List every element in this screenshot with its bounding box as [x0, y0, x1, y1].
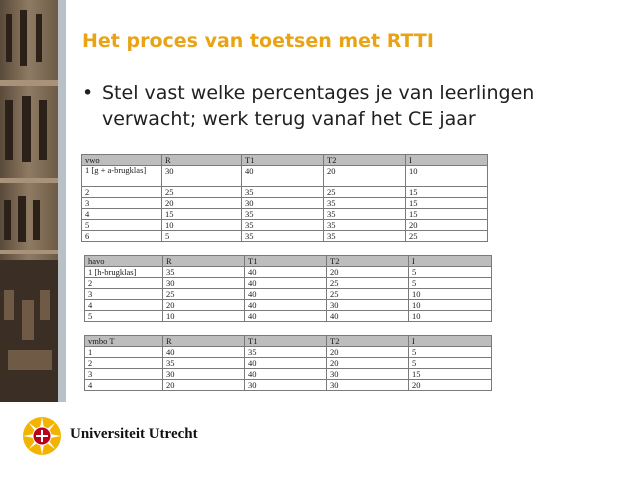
university-seal-icon — [22, 416, 62, 456]
table-cell: 20 — [162, 198, 242, 209]
table-cell: 2 — [85, 358, 163, 369]
table-cell: 1 [g + a-brugklas] — [82, 166, 162, 187]
table-cell: 30 — [327, 369, 409, 380]
header-cell: T2 — [327, 336, 409, 347]
table-cell: 4 — [85, 380, 163, 391]
table-cell: 20 — [406, 220, 488, 231]
table-cell: 35 — [242, 187, 324, 198]
table-cell: 2 — [82, 187, 162, 198]
table-cell: 35 — [324, 231, 406, 242]
table-row — [85, 300, 492, 311]
table-cell: 40 — [245, 267, 327, 278]
table-cell: 40 — [327, 311, 409, 322]
table-cell: 6 — [82, 231, 162, 242]
table-cell: 10 — [406, 166, 488, 187]
university-name: Universiteit Utrecht — [70, 426, 198, 442]
table-cell: 20 — [327, 347, 409, 358]
table-cell: 10 — [162, 220, 242, 231]
table-row — [82, 198, 488, 209]
table-row — [85, 278, 492, 289]
table-row — [85, 380, 492, 391]
header-cell: havo — [85, 256, 163, 267]
header-cell: T2 — [327, 256, 409, 267]
table-cell: 25 — [327, 278, 409, 289]
table-cell: 2 — [85, 278, 163, 289]
header-cell: T1 — [245, 336, 327, 347]
table-row — [82, 166, 488, 187]
table-cell: 40 — [245, 311, 327, 322]
table-cell: 5 — [409, 347, 492, 358]
table-cell: 15 — [406, 198, 488, 209]
table-cell: 10 — [409, 300, 492, 311]
table-cell: 20 — [327, 267, 409, 278]
table-cell: 30 — [162, 166, 242, 187]
header-cell: R — [162, 155, 242, 166]
table-cell: 30 — [245, 380, 327, 391]
table-row — [85, 358, 492, 369]
table-cell: 10 — [163, 311, 245, 322]
table-cell: 40 — [245, 300, 327, 311]
table-cell: 40 — [245, 278, 327, 289]
header-cell: T2 — [324, 155, 406, 166]
table-cell: 40 — [245, 369, 327, 380]
table-cell: 35 — [242, 231, 324, 242]
table-cell: 20 — [163, 380, 245, 391]
table-cell: 3 — [85, 289, 163, 300]
table-cell: 10 — [409, 289, 492, 300]
table-cell: 5 — [162, 231, 242, 242]
table-cell: 20 — [324, 166, 406, 187]
table-cell: 5 — [85, 311, 163, 322]
table-cell: 25 — [406, 231, 488, 242]
table-row — [82, 220, 488, 231]
table-cell: 35 — [163, 358, 245, 369]
table-row — [82, 209, 488, 220]
table-cell: 1 [h-brugklas] — [85, 267, 163, 278]
table-cell: 35 — [324, 220, 406, 231]
table-cell: 35 — [245, 347, 327, 358]
table-cell: 35 — [242, 220, 324, 231]
table-row — [85, 267, 492, 278]
header-cell: I — [406, 155, 488, 166]
table-cell: 35 — [324, 198, 406, 209]
table-cell: 30 — [163, 278, 245, 289]
vmbo-table — [84, 335, 492, 391]
vwo-table — [81, 154, 488, 242]
table-cell: 5 — [409, 267, 492, 278]
table-cell: 3 — [82, 198, 162, 209]
table-cell: 20 — [409, 380, 492, 391]
table-cell: 10 — [409, 311, 492, 322]
table-header-row — [85, 256, 492, 267]
table-cell: 25 — [163, 289, 245, 300]
table-cell: 35 — [324, 209, 406, 220]
header-cell: vmbo T — [85, 336, 163, 347]
bullet-marker: • — [82, 82, 94, 104]
table-cell: 4 — [82, 209, 162, 220]
table-cell: 35 — [163, 267, 245, 278]
table-cell: 30 — [163, 369, 245, 380]
table-cell: 25 — [162, 187, 242, 198]
table-row — [85, 369, 492, 380]
table-row — [85, 289, 492, 300]
table-cell: 40 — [245, 358, 327, 369]
table-cell: 5 — [82, 220, 162, 231]
header-cell: vwo — [82, 155, 162, 166]
table-cell: 40 — [245, 289, 327, 300]
table-cell: 25 — [327, 289, 409, 300]
table-header-row — [82, 155, 488, 166]
table-cell: 30 — [242, 198, 324, 209]
table-cell: 30 — [327, 380, 409, 391]
table-cell: 15 — [409, 369, 492, 380]
table-header-row — [85, 336, 492, 347]
bullet-text: Stel vast welke percentages je van leerlingen verwacht; werk terug vanaf het CE jaar — [102, 82, 535, 130]
table-cell: 40 — [242, 166, 324, 187]
cathedral-photo — [0, 0, 66, 402]
table-cell: 15 — [406, 209, 488, 220]
header-cell: T1 — [242, 155, 324, 166]
havo-table — [84, 255, 492, 322]
header-cell: T1 — [245, 256, 327, 267]
table-cell: 3 — [85, 369, 163, 380]
table-row — [82, 187, 488, 198]
table-cell: 40 — [163, 347, 245, 358]
table-cell: 5 — [409, 358, 492, 369]
table-cell: 15 — [162, 209, 242, 220]
table-cell: 1 — [85, 347, 163, 358]
table-cell: 25 — [324, 187, 406, 198]
bullet-point — [80, 80, 625, 132]
header-cell: I — [409, 256, 492, 267]
table-cell: 35 — [242, 209, 324, 220]
table-cell: 20 — [327, 358, 409, 369]
table-row — [85, 347, 492, 358]
table-row — [85, 311, 492, 322]
header-cell: R — [163, 336, 245, 347]
table-cell: 5 — [409, 278, 492, 289]
header-cell: R — [163, 256, 245, 267]
header-cell: I — [409, 336, 492, 347]
table-cell: 15 — [406, 187, 488, 198]
slide-title: Het proces van toetsen met RTTI — [82, 30, 434, 52]
table-cell: 20 — [163, 300, 245, 311]
table-cell: 4 — [85, 300, 163, 311]
table-row — [82, 231, 488, 242]
table-cell: 30 — [327, 300, 409, 311]
